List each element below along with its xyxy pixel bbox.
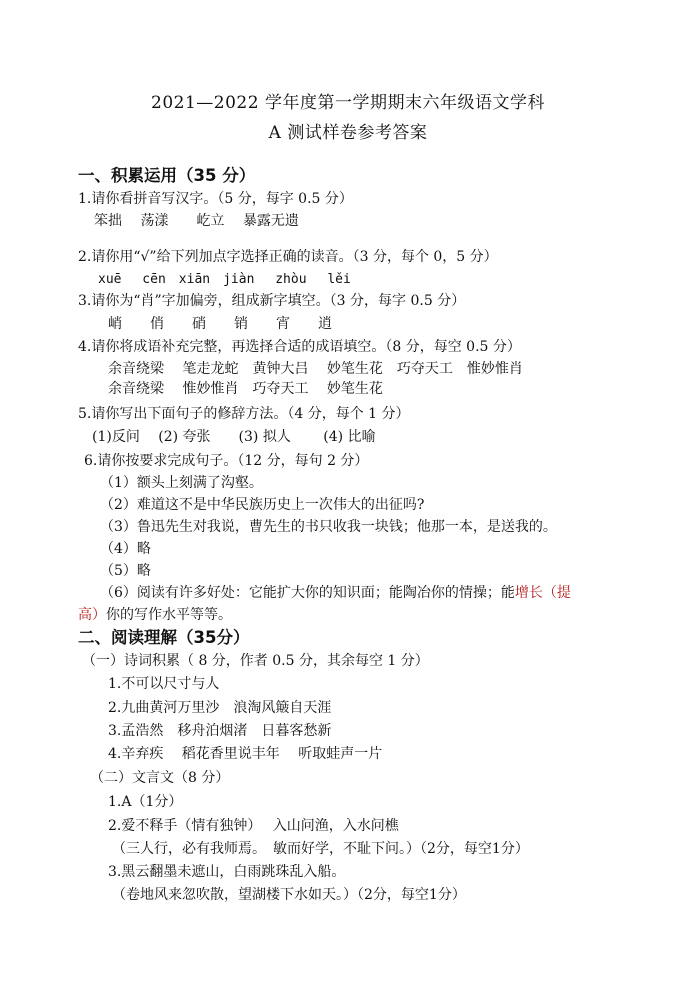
poetry-section-heading: （一）诗词积累（ 8 分，作者 0.5 分，其余每空 1 分） — [82, 653, 429, 669]
q6-answer-2: （2）难道这不是中华民族历史上一次伟大的出征吗? — [100, 497, 425, 513]
classical-answer-1: 1.A（1分） — [108, 794, 183, 810]
document-title-line2: A 测试样卷参考答案 — [268, 123, 428, 143]
q6-answer-3: （3）鲁迅先生对我说，曹先生的书只收我一块钱；他那一本，是送我的。 — [100, 519, 557, 535]
q4-answer-line1: 余音绕梁 笔走龙蛇 黄钟大吕 妙笔生花 巧夺天工 惟妙惟肖 — [108, 361, 523, 377]
poetry-answer-2: 2.九曲黄河万里沙 浪淘风簸自天涯 — [108, 700, 332, 716]
section1-heading: 一、积累运用（35 分） — [78, 166, 256, 185]
classical-answer-2-cont: （三人行，必有我师焉。 敏而好学，不耻下问。）（2分，每空1分） — [112, 841, 529, 857]
q6-answer-6-line1 — [100, 582, 571, 602]
classical-chinese-heading: （二）文言文（8 分） — [90, 770, 230, 786]
poetry-answer-3: 3.孟浩然 移舟泊烟渚 日暮客愁新 — [108, 723, 332, 739]
q6-answer-6-text-cont: 你的写作水平等等。 — [106, 607, 232, 623]
q5-answer: (1)反问 (2) 夸张 (3) 拟人 (4) 比喻 — [92, 429, 376, 445]
q3-text: 3.请你为“肖”字加偏旁，组成新字填空。（3 分，每字 0.5 分） — [78, 293, 466, 309]
q4-text: 4.请你将成语补充完整，再选择合适的成语填空。（8 分，每空 0.5 分） — [78, 339, 521, 355]
q3-answer: 峭 俏 硝 销 宵 逍 — [108, 316, 332, 332]
q2-answer: xuē cēn xiān jiàn zhòu lěi — [98, 272, 351, 287]
section2-heading: 二、阅读理解（35分） — [78, 628, 250, 647]
document-title-line1: 2021—2022 学年度第一学期期末六年级语文学科 — [151, 93, 545, 113]
q6-answer-6-text: （6）阅读有许多好处：它能扩大你的知识面；能陶冶你的情操；能 — [100, 585, 515, 601]
q6-answer-5: （5）略 — [100, 563, 151, 579]
classical-answer-2: 2.爱不释手（情有独钟） 入山问渔，入水问樵 — [108, 818, 399, 834]
q2-text: 2.请你用“√”给下列加点字选择正确的读音。（3 分，每个 0，5 分） — [78, 249, 498, 265]
q6-answer-6-highlight: 增长（提 — [514, 585, 571, 601]
classical-answer-3-cont: （卷地风来忽吹散，望湖楼下水如天。）（2分，每空1分） — [112, 887, 466, 903]
q6-answer-6-line2 — [78, 604, 232, 624]
poetry-answer-1: 1.不可以尺寸与人 — [108, 676, 220, 692]
q6-answer-6-highlight-cont: 高） — [78, 607, 106, 623]
poetry-answer-4: 4.辛弃疾 稻花香里说丰年 听取蛙声一片 — [108, 746, 383, 762]
q6-answer-1: （1）额头上刻满了沟壑。 — [100, 475, 263, 491]
q1-text: 1.请你看拼音写汉字。（5 分，每字 0.5 分） — [78, 191, 353, 207]
q6-answer-4: （4）略 — [100, 541, 151, 557]
q6-text: 6.请你按要求完成句子。（12 分，每句 2 分） — [84, 453, 369, 469]
classical-answer-3: 3.黑云翻墨未遮山，白雨跳珠乱入船。 — [108, 864, 346, 880]
q1-answer: 笨拙 荡漾 屹立 暴露无遗 — [94, 213, 299, 229]
q4-answer-line2: 余音绕梁 惟妙惟肖 巧夺天工 妙笔生花 — [108, 381, 383, 397]
q5-text: 5.请你写出下面句子的修辞方法。（4 分，每个 1 分） — [78, 406, 410, 422]
